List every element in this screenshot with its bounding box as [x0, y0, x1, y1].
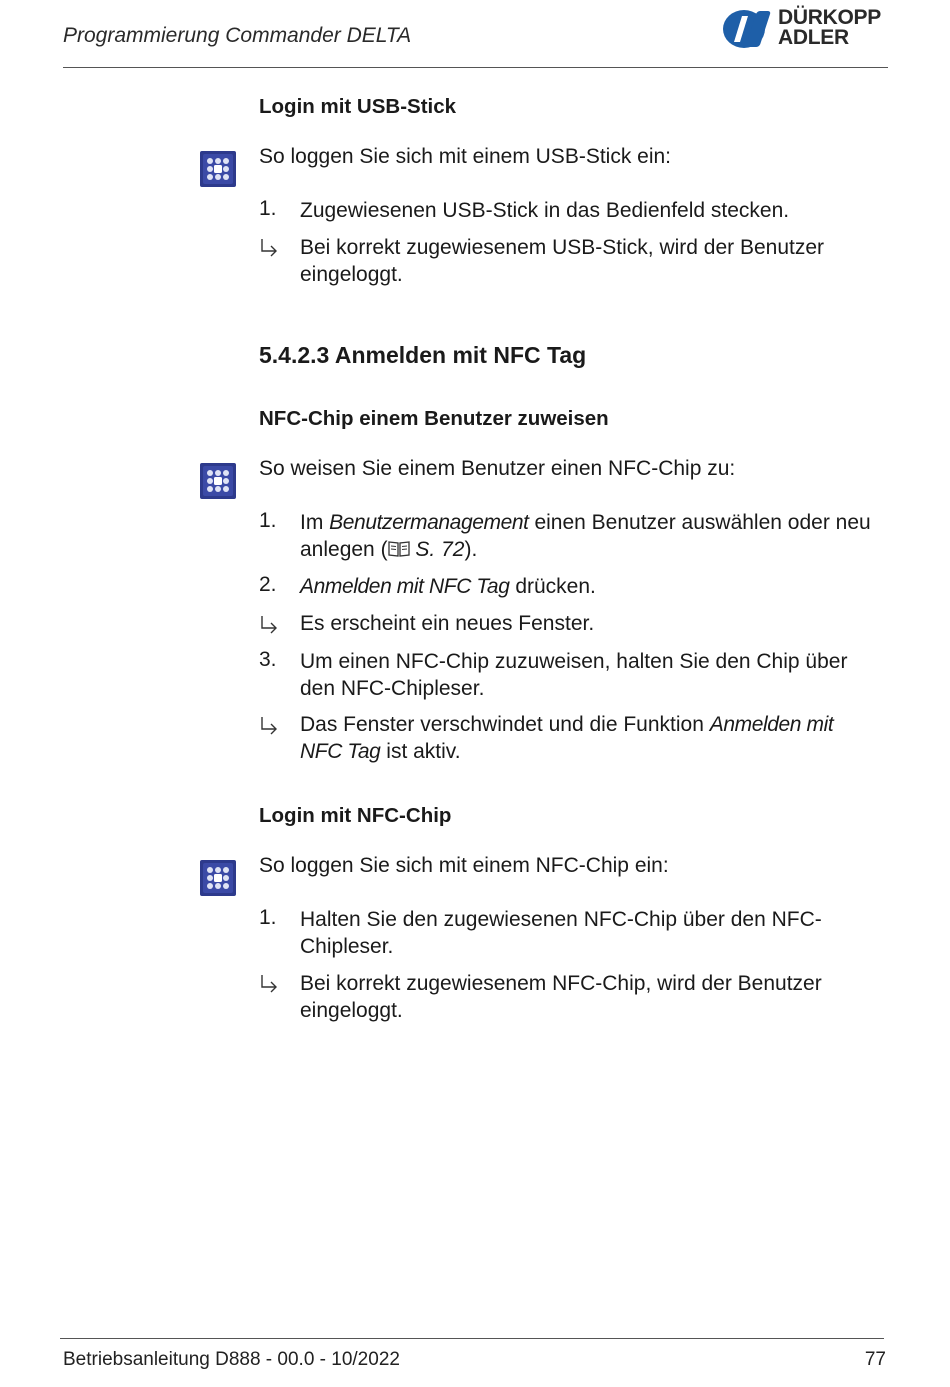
- result-arrow-icon: [259, 973, 281, 995]
- logo-line-2: ADLER: [778, 26, 849, 49]
- nfc-login-step-1-number: 1.: [259, 906, 277, 929]
- result-arrow-icon: [259, 237, 281, 259]
- assign-step-3: [300, 648, 890, 702]
- nfc-login-heading: Login mit NFC-Chip: [259, 804, 452, 827]
- result-arrow-icon: [259, 614, 281, 636]
- usb-result-1: [300, 234, 890, 288]
- footer-rule: [60, 1338, 884, 1339]
- anmelden-mit-nfc-tag-ref: Anmelden mit NFC Tag: [300, 575, 510, 598]
- duerkopp-adler-logo: [722, 8, 890, 52]
- section-title: 5.4.2.3 Anmelden mit NFC Tag: [259, 342, 587, 368]
- nfc-login-step-1-line-1: Halten Sie den zugewiesenen NFC-Chip über den NFC-: [300, 908, 822, 931]
- control-panel-icon: [200, 151, 236, 187]
- nfc-login-result-1-line-2: eingeloggt.: [300, 999, 403, 1022]
- result-arrow-icon: [259, 715, 281, 737]
- assign-step-1-text-c: einen Benutzer auswählen oder neu: [528, 511, 871, 534]
- control-panel-icon: [200, 463, 236, 499]
- logo-line-1: DÜRKOPP: [778, 6, 881, 29]
- benutzermanagement-ref: Benutzermanagement: [329, 511, 529, 534]
- assign-step-2-number: 2.: [259, 573, 277, 596]
- assign-step-3-number: 3.: [259, 648, 277, 671]
- assign-intro: So weisen Sie einem Benutzer einen NFC-Chip zu:: [259, 457, 736, 480]
- assign-heading: NFC-Chip einem Benutzer zuweisen: [259, 407, 609, 430]
- assign-step-1-number: 1.: [259, 509, 277, 532]
- assign-step-1: [300, 509, 890, 563]
- assign-step-1-text-e: ).: [464, 538, 478, 561]
- assign-result-2: Es erscheint ein neues Fenster.: [300, 612, 595, 635]
- usb-heading: Login mit USB-Stick: [259, 95, 457, 118]
- usb-intro: So loggen Sie sich mit einem USB-Stick ein:: [259, 145, 672, 168]
- assign-step-2: [300, 573, 890, 600]
- footer-document-info: Betriebsanleitung D888 - 00.0 - 10/2022: [63, 1349, 400, 1370]
- assign-result-3-text-a: Das Fenster verschwindet und die Funktion: [300, 713, 710, 736]
- assign-step-3-line-2: den NFC-Chipleser.: [300, 677, 485, 700]
- nfc-login-result-1-line-1: Bei korrekt zugewiesenem NFC-Chip, wird der Benutzer: [300, 972, 822, 995]
- assign-step-2-text-b: drücken.: [509, 575, 596, 598]
- nfc-login-intro: So loggen Sie sich mit einem NFC-Chip ein:: [259, 854, 669, 877]
- control-panel-icon: [200, 860, 236, 896]
- book-icon: [388, 540, 410, 558]
- assign-step-1-text-d: anlegen (: [300, 538, 388, 561]
- header-title: Programmierung Commander DELTA: [63, 24, 412, 47]
- nfc-login-step-1: [300, 906, 890, 960]
- page-number: 77: [864, 1349, 886, 1370]
- usb-step-1-number: 1.: [259, 197, 277, 220]
- header-rule: [63, 67, 888, 68]
- assign-step-1-text-a: Im: [300, 511, 330, 534]
- page-reference-link[interactable]: S. 72: [409, 538, 465, 561]
- assign-step-3-line-1: Um einen NFC-Chip zuzuweisen, halten Sie den Chip über: [300, 650, 848, 673]
- usb-result-1-line-2: eingeloggt.: [300, 263, 403, 286]
- nfc-login-step-1-line-2: Chipleser.: [300, 935, 394, 958]
- nfc-tag-ref: NFC Tag: [300, 740, 381, 763]
- usb-step-1: Zugewiesenen USB-Stick in das Bedienfeld stecken.: [300, 199, 790, 222]
- assign-result-3: [300, 711, 890, 765]
- assign-result-3-text-d: ist aktiv.: [380, 740, 461, 763]
- logo-mark-icon: [722, 8, 774, 50]
- anmelden-mit-ref: Anmelden mit: [709, 713, 834, 736]
- nfc-login-result-1: [300, 970, 890, 1024]
- usb-result-1-line-1: Bei korrekt zugewiesenem USB-Stick, wird der Benutzer: [300, 236, 825, 259]
